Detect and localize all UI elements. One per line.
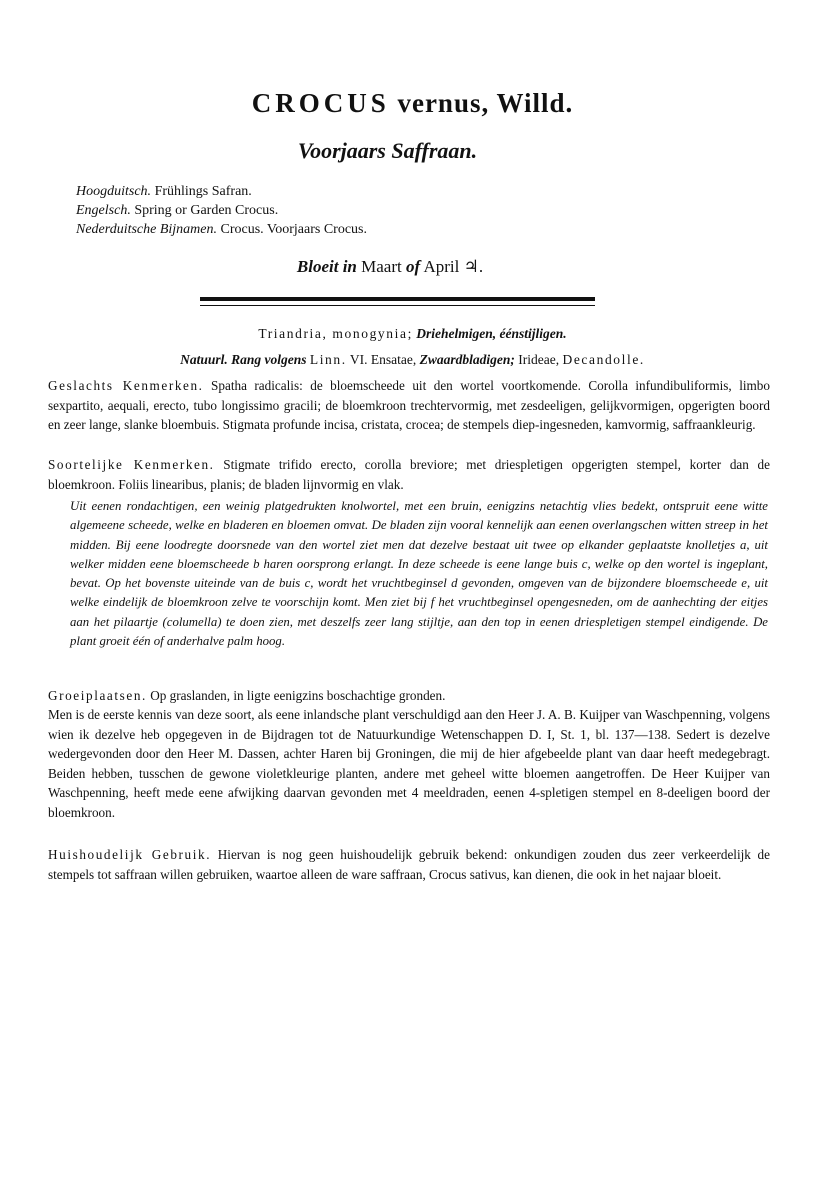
page-title [0, 88, 825, 119]
rang-decandolle: Decandolle. [562, 352, 645, 367]
section-text: Hiervan is nog geen huishoudelijk gebruik bekend: onkundigen zouden dus zeer verkeerdelijk de stempels tot saffraan willen gebruiken, waartoe alleen de ware saffraan, Crocus sativus, kan dienen, die ook in het najaar bloeit. [48, 847, 770, 882]
name-value: Frühlings Safran. [154, 184, 252, 199]
section-text: Op graslanden, in ligte eenigzins boschachtige gronden. [150, 688, 446, 703]
name-row [76, 201, 367, 220]
author-name: Willd. [496, 88, 574, 118]
dutch-common-name: Voorjaars Saffraan. [297, 138, 478, 163]
history-paragraph [48, 705, 770, 822]
genus-name: CROCUS [251, 88, 390, 118]
name-value: Crocus. Voorjaars Crocus. [220, 222, 367, 237]
divider-thick [200, 297, 595, 301]
section-text: Stigmate trifido erecto, corolla breviore; met driespletigen opgerigten stempel, korter dan de bloemkroon. Foliis linearibus, planis; de bladen lijnvormig en vlak. [48, 457, 771, 492]
section-heading: Soortelijke Kenmerken. [48, 457, 215, 472]
section-heading: Geslachts Kenmerken. [48, 378, 204, 393]
rang-label: Natuurl. Rang volgens [180, 352, 307, 367]
name-language: Engelsch. [76, 203, 131, 218]
name-row [76, 220, 367, 239]
habitat-section [48, 686, 770, 706]
section-text: Spatha radicalis: de bloemscheede uit den wortel voortkomende. Corolla infundibuliformis, limbo sexpartito, aequali, erecto, tubo longissimo gracili; de bloemkroon trechtervormig, met zesdeeligen, gelijkvormigen, opgerigten boord en zeer lange, slanke bloembuis. Stigmata profunde incisa, cristata, crocea; de stempels diep-ingesneden, kamvormig, saffraankleurig. [48, 378, 770, 432]
name-value: Spring or Garden Crocus. [134, 203, 279, 218]
species-name: vernus, [397, 88, 490, 118]
rang-dutch: Zwaardbladigen; [419, 352, 515, 367]
bloei-of: of [405, 257, 421, 276]
classification-line [0, 326, 825, 342]
history-text: Men is de eerste kennis van deze soort, als eene inlandsche plant verschuldigd aan den Heer J. A. B. Kuijper van Waschpenning, volgens wien ik dezelve heb opgegeven in de Bijdragen tot de Natuurkundige Wetenschappen D. I, St. 1, bl. 137—138. Sedert is dezelve wedergevonden door den Heer M. Dassen, achter Haren bij Groningen, die mij de hier afgebeelde plant van daar heeft medegebragt. Beiden hebben, tusschen de gewone violetkleurige planten, andere met geheel witte bloemen aangetroffen. De Heer Kuijper van Waschpenning, heeft mede eene afwijking daarvan gevonden met 4 meeldraden, eenen 4-spletigen stempel en 8-deeligen boord der bloemkroon. [48, 707, 770, 820]
divider-thin [200, 305, 595, 306]
rang-class: VI. Ensatae, [349, 352, 417, 367]
section-heading: Groeiplaatsen. [48, 688, 147, 703]
vernacular-names [76, 182, 367, 239]
description-text: Uit eenen rondachtigen, een weinig platgedrukten knolwortel, met een bruin, eenigzins netachtig vlies bedekt, ontspruit eene witte algemeene scheede, welke en bladeren en bloemen omvat. De bladen zijn vooral kennelijk aan eenen overlangschen witten streep in het midden. Bij eene loodregte doorsnede van den wortel ziet men dat dezelve bestaat uit twee op elkander geplaatste knolletjes a, uit welker midden eene bloemscheede b haren oorsprong erlangt. In deze scheede is eene lange buis c, welke op den wortel is ingeplant, bevat. Op het bovenste uiteinde van de buis c, wordt het vruchtbeginsel d gevonden, omgeven van de bijzondere bloemscheede e, uit welke eindelijk de bloemkroon zelve te voorschijn komt. Men ziet bij f het vruchtbeginsel opengesneden, om de aanhechting der eitjes aan het pilaartje (columella) te doen zien, met deszelfs zeer lang stijltje, aan den top in eenen driespletigen stempel eindigende. De plant groeit één of anderhalve palm hoog. [70, 499, 768, 649]
perennial-symbol: ♃. [463, 257, 484, 276]
rang-linn: Linn. [309, 352, 347, 367]
rang-irideae: Irideae, [518, 352, 560, 367]
flowering-time [0, 257, 780, 277]
bloei-april: April [423, 257, 460, 276]
name-language: Hoogduitsch. [76, 184, 152, 199]
description-paragraph [70, 497, 768, 651]
household-use-section [48, 845, 770, 884]
name-language: Nederduitsche Bijnamen. [76, 222, 218, 237]
name-row [76, 182, 367, 201]
genus-characters-section [48, 376, 770, 435]
dutch-class: Driehelmigen, éénstijligen. [416, 326, 567, 341]
bloei-label: Bloeit in [296, 257, 357, 276]
species-characters-section [48, 455, 770, 494]
bloei-month: Maart [361, 257, 402, 276]
section-heading: Huishoudelijk Gebruik. [48, 847, 212, 862]
natural-rank-line [0, 352, 825, 368]
linnaean-class: Triandria, monogynia; [258, 326, 413, 341]
